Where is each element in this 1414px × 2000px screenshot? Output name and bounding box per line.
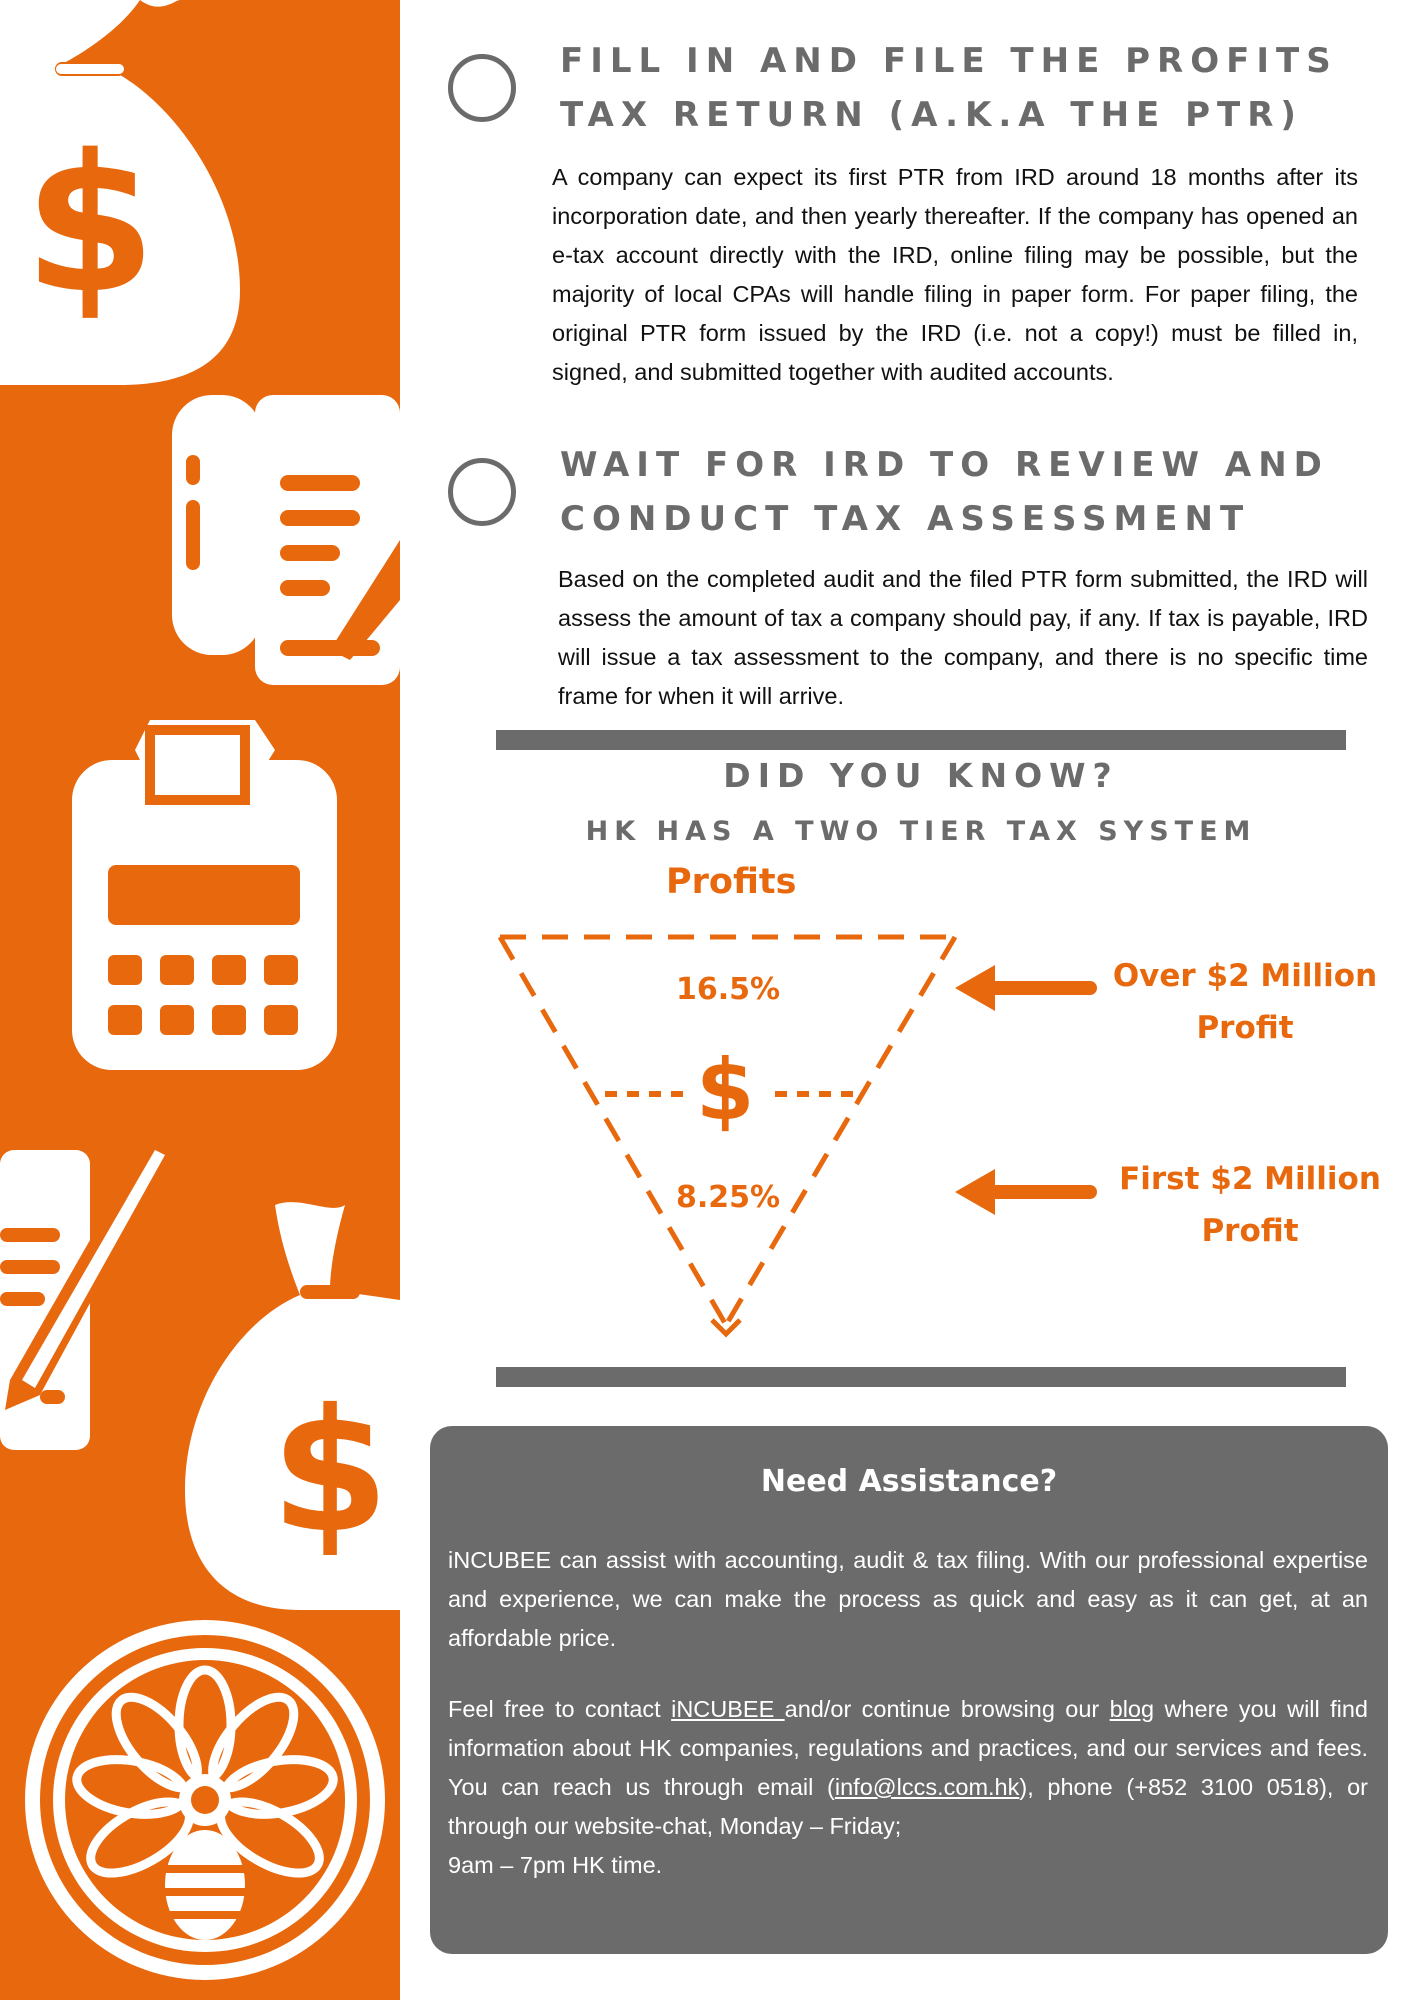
upper-tier-label-line: Over $2 Million <box>1112 958 1378 994</box>
assistance-panel <box>430 1426 1388 1954</box>
step-title-line: TAX RETURN (A.K.A THE PTR) <box>560 95 1303 135</box>
did-you-know-subtitle: HK HAS A TWO TIER TAX SYSTEM <box>585 816 1257 847</box>
upper-tier-rate: 16.5% <box>676 972 781 1007</box>
step-checkbox-circle <box>448 54 516 122</box>
step-title <box>560 438 1329 546</box>
calculator-icon <box>72 720 337 1070</box>
step-description: Based on the completed audit and the filed PTR form submitted, the IRD will assess the amount of tax a company should pay, if any. If tax is payable, IRD will issue a tax assessment to the company, and there is no specific time frame for when it will arrive. <box>558 566 1368 709</box>
lower-tier-label-line: Profit <box>1201 1213 1299 1249</box>
contact-text: ), phone (+852 3100 0518), or through our website-chat, Monday – Friday; <box>448 1774 1368 1839</box>
section-divider <box>496 1367 1346 1387</box>
section-divider <box>496 730 1346 750</box>
document-pen-icon <box>172 395 400 685</box>
upper-tier-label <box>1110 950 1380 1054</box>
email-link[interactable]: info@lccs.com.hk <box>834 1774 1020 1800</box>
assistance-title: Need Assistance? <box>760 1464 1058 1499</box>
decorative-sidebar <box>0 0 400 2000</box>
profits-label: Profits <box>666 862 797 902</box>
did-you-know-title: DID YOU KNOW? <box>723 756 1119 795</box>
money-bag-icon <box>185 1202 400 1610</box>
step-title-line: WAIT FOR IRD TO REVIEW AND <box>560 445 1329 485</box>
blog-link[interactable]: blog <box>1109 1696 1155 1722</box>
contact-text: where you will find information about HK companies, regulations and practices, and our services and fees. You can reach us through email ( <box>448 1696 1369 1800</box>
incubee-link[interactable]: iNCUBEE <box>671 1696 785 1722</box>
step-description: A company can expect its first PTR from IRD around 18 months after its incorporation date, and then yearly thereafter. If the company has opened an e-tax account directly with the IRD, online filing may be possible, but the majority of local CPAs will handle filing in paper form. For paper filing, the original PTR form issued by the IRD (i.e. not a copy!) must be filled in, signed, and submitted together with audited accounts. <box>552 164 1358 385</box>
upper-tier-arrow <box>955 965 1090 1011</box>
step-title <box>560 34 1338 142</box>
lower-tier-rate: 8.25% <box>676 1180 781 1215</box>
document-pen-icon <box>0 1127 177 1450</box>
svg-text:$: $ <box>270 1373 390 1571</box>
step-title-line: FILL IN AND FILE THE PROFITS <box>560 41 1338 81</box>
lower-tier-label-line: First $2 Million <box>1119 1161 1381 1197</box>
lower-tier-label <box>1115 1153 1385 1257</box>
upper-tier-label-line: Profit <box>1196 1010 1294 1046</box>
svg-text:$: $ <box>23 114 157 335</box>
step-checkbox-circle <box>448 458 516 526</box>
assistance-paragraph: iNCUBEE can assist with accounting, audit & tax filing. With our professional expertise and experience, we can make the process as quick and easy as it can get, at an affordable price. <box>448 1547 1368 1651</box>
contact-text: Feel free to contact <box>448 1696 672 1722</box>
dollar-sign-icon: $ <box>696 1041 755 1139</box>
office-hours: 9am – 7pm HK time. <box>448 1852 663 1878</box>
assistance-contact-paragraph <box>448 1690 1368 1885</box>
step-title-line: CONDUCT TAX ASSESSMENT <box>560 499 1251 539</box>
bee-logo-icon <box>25 1620 385 1980</box>
lower-tier-arrow <box>955 1169 1090 1215</box>
contact-text: and/or continue browsing our <box>784 1696 1110 1722</box>
money-bag-icon <box>0 0 240 385</box>
